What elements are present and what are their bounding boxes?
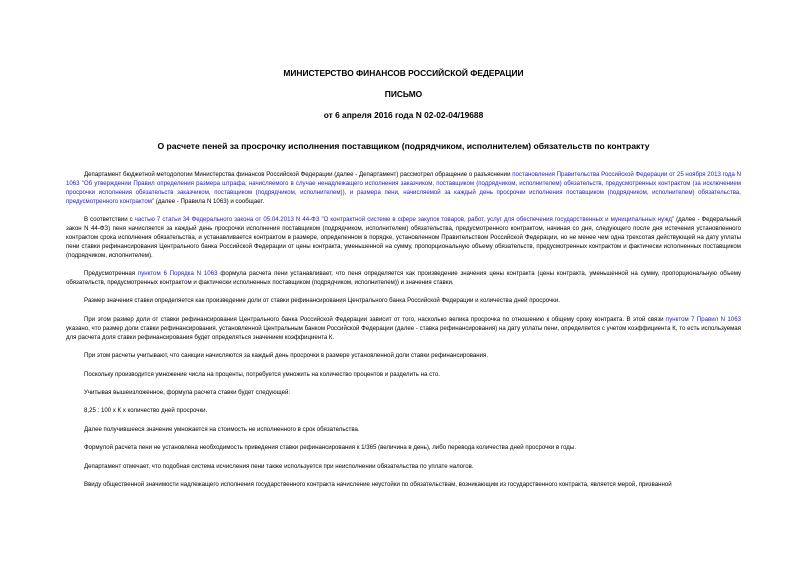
paragraph-text: (далее - Правила N 1063) и сообщает.: [154, 197, 265, 205]
subject-heading: О расчете пеней за просрочку исполнения поставщиком (подрядчиком, исполнителем) обязательств по контракту: [157, 141, 650, 151]
paragraph-10: [66, 426, 741, 435]
document-type-heading: ПИСЬМО: [384, 89, 423, 99]
paragraph-4: [66, 297, 741, 306]
paragraph-6: [66, 352, 741, 361]
paragraph-5: [66, 316, 741, 343]
paragraph-formula: [66, 407, 741, 416]
paragraph-text: Департамент отмечает, что подобная система исчисления пени также используется при неисполнении обязательства по уплате налогов.: [84, 462, 474, 470]
document-link[interactable]: пунктом 6 Порядка N 1063: [137, 270, 218, 278]
paragraph-13: [66, 481, 741, 490]
paragraph-2: [66, 216, 741, 261]
paragraph-7: [66, 371, 741, 380]
paragraph-1: [66, 171, 741, 207]
document-body: [66, 171, 741, 499]
paragraph-text: Департамент бюджетной методологии Министерства финансов Российской Федерации (далее - Департамент) рассмотрел обращение о разъяснении: [84, 171, 513, 178]
paragraph-text: (далее - Федеральный закон N 44-ФЗ) пеня начисляется за каждый день просрочки исполнения поставщиком (подрядчиком, исполнителем) обязательства, предусмотренного контрактом, начиная со дня, следующего после дня истечения установленного контрактом срока исполнения обязательства, и устанавливается контрактом в размере, определенном в порядке, установленном Правительством Российской Федерации, но не менее чем одна трехсотая действующей на дату уплаты пени ставки рефинансирования Центрального банка Российской Федерации от цены контракта, уменьшенной на сумму, пропорциональную объему обязательств, предусмотренных контрактом и фактически исполненных поставщиком (подрядчиком, исполнителем).: [66, 216, 741, 259]
date-number-heading: от 6 апреля 2016 года N 02-02-04/19688: [323, 110, 484, 120]
paragraph-3: [66, 270, 741, 288]
paragraph-8: [66, 389, 741, 398]
paragraph-text: При этом расчеты учитывают, что санкции начисляются за каждый день просрочки в размере установленной доли ставки рефинансирования.: [84, 352, 489, 360]
paragraph-text: Далее получившееся значение умножается на стоимость не исполненного в срок обязательства.: [84, 425, 360, 433]
ministry-heading: МИНИСТЕРСТВО ФИНАНСОВ РОССИЙСКОЙ ФЕДЕРАЦИИ: [283, 68, 524, 78]
paragraph-text: формула расчета пени устанавливает, что пеня определяется как произведение значения цены контракта (цены контракта, уменьшенной на сумму, пропорциональную объему обязательств, предусмотренных контрактом и фактически исполненных поставщиком (подрядчиком, исполнителем)) и значения ставки.: [66, 270, 742, 287]
paragraph-text: Учитывая вышеизложенное, формула расчета ставки будет следующей:: [84, 388, 291, 396]
paragraph-12: [66, 463, 741, 472]
document-link[interactable]: пунктом 7 Правил N 1063: [665, 315, 741, 323]
paragraph-text: указано, что размер доли ставки рефинансирования, установленной Центральным банком Российской Федерации (далее - ставка рефинансирования) на дату уплаты пени, определяется с учетом коэффициента К, то есть используемая для расчета доля ставки рефинансирования будет определяться значением коэффициента К.: [66, 324, 741, 341]
paragraph-11: [66, 444, 741, 453]
paragraph-text: Формулой расчета пени не установлена необходимость приведения ставки рефинансирования к 1/365 (величина в день), либо перевода количества дней просрочки в годы.: [84, 444, 576, 452]
document-link[interactable]: частью 7 статьи 34 Федерального закона от 05.04.2013 N 44-ФЗ "О контрактной системе в сфере закупок товаров, работ, услуг для обеспечения государственных и муниципальных нужд": [134, 216, 675, 224]
paragraph-text: 8,25 : 100 х К х количество дней просрочки.: [84, 407, 208, 415]
paragraph-text: Размер значения ставки определяется как произведение доли от ставки рефинансирования Центрального банка Российской Федерации и количества дней просрочки.: [84, 297, 560, 305]
paragraph-text: Поскольку производится умножение числа на проценты, потребуется умножить на количество процентов и разделить на сто.: [84, 370, 440, 378]
paragraph-text: Предусмотренная: [84, 270, 138, 278]
paragraph-text: В соответствии с: [84, 216, 135, 224]
paragraph-text: При этом размер доли от ставки рефинансирования Центрального банка Российской Федерации зависит от того, насколько велика просрочка по отношению к общему сроку контракта. В этой связи: [84, 315, 666, 323]
paragraph-text: Ввиду общественной значимости надлежащего исполнения государственного контракта начисление неустойки по обязательствам, возникающим из государственного контракта, является мерой, призванной: [84, 480, 672, 488]
document-link[interactable]: постановления Правительства Российской Федерации от 25 ноября 2013 года N 1063 "Об утверждении Правил определения размера штрафа, начисляемого в случае ненадлежащего исполнения заказчиком, поставщиком (подрядчиком, исполнителем) обязательств, предусмотренных контрактом (за исключением просрочки исполнения обязательств заказчиком, поставщиком (подрядчиком, исполнителем)), и размера пени, начисляемой за каждый день просрочки исполнения поставщиком (подрядчиком, исполнителем) обязательства, предусмотренного контрактом": [66, 171, 741, 205]
